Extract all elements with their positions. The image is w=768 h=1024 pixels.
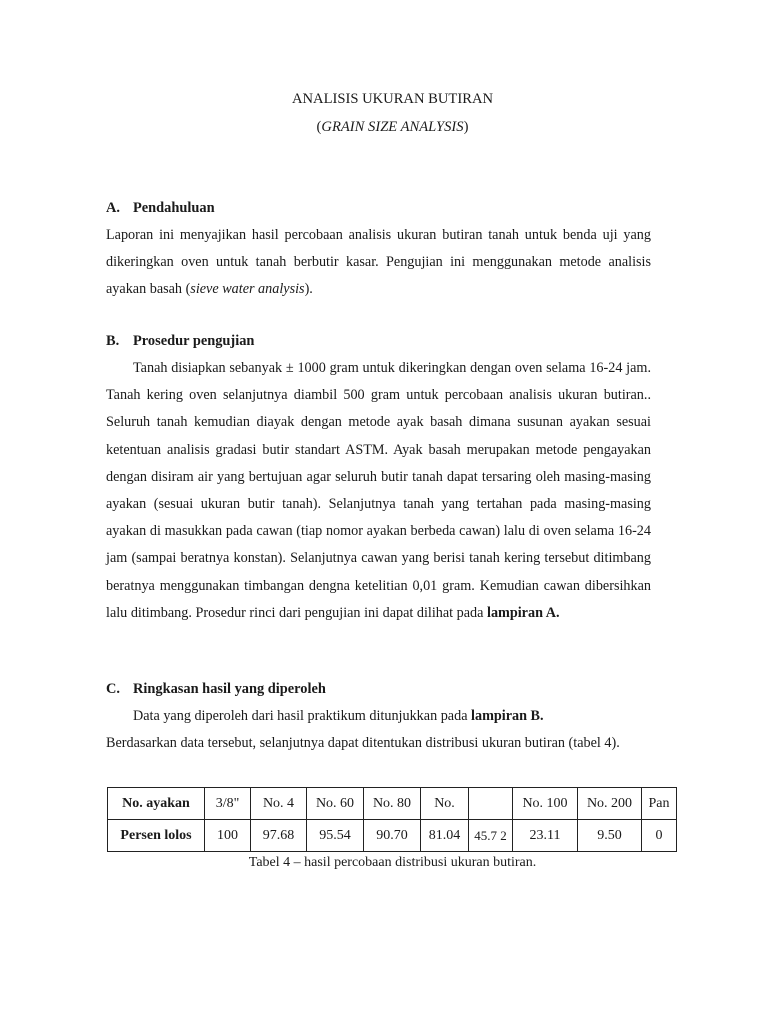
- section-b-heading: B. Prosedur pengujian: [106, 333, 255, 349]
- table-cell: No. 80: [364, 788, 421, 820]
- document-subtitle: (GRAIN SIZE ANALYSIS): [316, 119, 469, 135]
- table-row: [108, 788, 677, 820]
- table-cell: Pan: [642, 788, 677, 820]
- table-cell: No. 60: [307, 788, 364, 820]
- section-a-paragraph: Laporan ini menyajikan hasil percobaan analisis ukuran butiran tanah untuk benda uji yang dikeringkan oven untuk tanah berbutir kasar. Pengujian ini menggunakan metode analisis ayakan basah (sieve water analysis).: [106, 227, 651, 298]
- table-cell: 45.7 2: [469, 820, 513, 852]
- table-cell: 95.54: [307, 820, 364, 852]
- table-cell: No.: [421, 788, 469, 820]
- table-cell: 9.50: [578, 820, 642, 852]
- table-cell: [469, 788, 513, 820]
- table-cell: No. 4: [251, 788, 307, 820]
- table-row: [108, 820, 677, 852]
- section-c-heading: C. Ringkasan hasil yang diperoleh: [106, 681, 326, 697]
- sieve-table: [107, 787, 677, 852]
- subtitle-italic: GRAIN SIZE ANALYSIS: [321, 119, 464, 135]
- section-b-paragraph: Tanah disiapkan sebanyak ± 1000 gram untuk dikeringkan dengan oven selama 16-24 jam. Tanah kering oven selanjutnya diambil 500 gram untuk percobaan analisis ukuran butiran.. Seluruh tanah kemudian diayak dengan metode ayak basah dimana susunan ayakan sesuai ketentuan analisis gradasi butir standart ASTM. Ayak basah merupakan metode pengayakan dengan disiram air yang bertujuan agar seluruh butir tanah dapat tersaring oleh masing-masing ayakan (sesuai ukuran butir tanah). Selanjutnya tanah yang tertahan pada masing-masing ayakan di masukkan pada cawan (tiap nomor ayakan berbeda cawan) lalu di oven selama 16-24 jam (sampai beratnya konstan). Selanjutnya cawan yang berisi tanah kering tersebut ditimbang beratnya menggunakan timbangan dengna ketelitian 0,01 gram. Kemudian cawan dibersihkan lalu ditimbang. Prosedur rinci dari pengujian ini dapat dilihat pada lampiran A.: [106, 360, 651, 621]
- table-cell: 81.04: [421, 820, 469, 852]
- row-label-percent: Persen lolos: [108, 820, 205, 852]
- section-a-heading: A. Pendahuluan: [106, 200, 215, 216]
- table-cell: 90.70: [364, 820, 421, 852]
- table-caption: Tabel 4 – hasil percobaan distribusi ukuran butiran.: [248, 855, 537, 870]
- document-title: ANALISIS UKURAN BUTIRAN: [291, 91, 494, 107]
- table-cell: 97.68: [251, 820, 307, 852]
- table-cell: No. 200: [578, 788, 642, 820]
- table-cell: 3/8": [205, 788, 251, 820]
- table-cell: 23.11: [513, 820, 578, 852]
- table-cell: 100: [205, 820, 251, 852]
- section-c-line2: Berdasarkan data tersebut, selanjutnya dapat ditentukan distribusi ukuran butiran (tabel 4).: [106, 735, 620, 751]
- table-cell: No. 100: [513, 788, 578, 820]
- row-label-sieve: No. ayakan: [108, 788, 205, 820]
- section-c-line1: Data yang diperoleh dari hasil praktikum ditunjukkan pada lampiran B.: [133, 708, 544, 724]
- table-cell: 0: [642, 820, 677, 852]
